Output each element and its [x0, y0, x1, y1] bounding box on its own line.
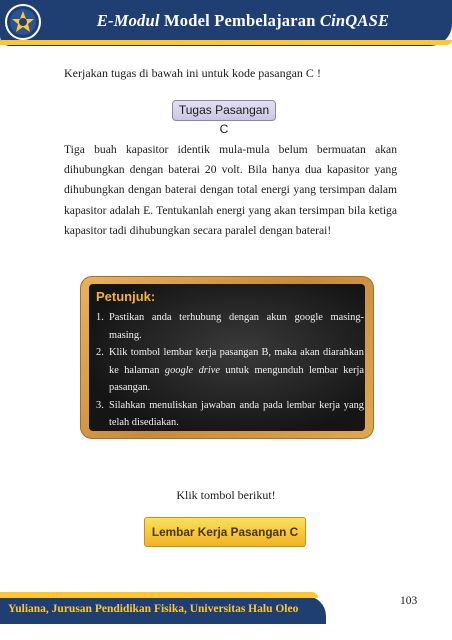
- instruction-item: [96, 344, 364, 397]
- click-prompt: Klik tombol berikut!: [176, 488, 276, 502]
- footer-accent-stripe: [0, 592, 318, 598]
- instruction-item-number: 2.: [96, 347, 104, 358]
- instruction-item-text-rest: untuk mengunduh lembar kerja pasangan.: [109, 364, 365, 393]
- instruction-item-italic: google drive: [164, 364, 220, 376]
- header-title: [44, 11, 442, 31]
- instructions-list: [96, 309, 364, 432]
- instruction-text: Kerjakan tugas di bawah ini untuk kode pasangan C !: [64, 66, 321, 80]
- header-accent-stripe: [0, 40, 452, 45]
- problem-paragraph: Tiga buah kapasitor identik mula-mula belum bermuatan akan dihubungkan dengan baterai 20 volt. Bila hanya dua kapasitor yang dihubungkan dengan baterai dengan total energi yang tersimpan dalam kapasitor adalah E. Tentukanlah energi yang akan tersimpan bila ketiga kapasitor tadi dihubungkan secara paralel dengan baterai!: [64, 143, 397, 237]
- worksheet-button[interactable]: Lembar Kerja Pasangan C: [144, 517, 306, 547]
- page-number: 103: [400, 595, 418, 607]
- task-label-badge: Tugas Pasangan C: [172, 100, 276, 121]
- instruction-item: [96, 309, 364, 344]
- instruction-item-text: Klik tombol lembar kerja pasangan B, maka akan diarahkan ke halaman: [109, 347, 364, 376]
- instruction-item-text: Silahkan menuliskan jawaban anda pada lembar kerja yang telah disediakan.: [109, 399, 364, 428]
- header-title-cinqase: CinQASE: [319, 11, 390, 30]
- university-logo-icon: [5, 4, 41, 40]
- instruction-item-text: Pastikan anda terhubung dengan akun google masing-masing.: [109, 312, 364, 341]
- header-title-middle: Model Pembelajaran: [159, 11, 320, 30]
- instructions-title: Petunjuk:: [96, 289, 156, 304]
- logo-emblem-icon: [7, 6, 39, 38]
- instruction-item-number: 1.: [96, 312, 104, 323]
- header-title-emodul: E-Modul: [96, 11, 160, 30]
- footer-author: Yuliana, Jurusan Pendidikan Fisika, Universitas Halu Oleo: [8, 603, 299, 615]
- instruction-item-number: 3.: [96, 399, 104, 411]
- instruction-item: [96, 397, 364, 432]
